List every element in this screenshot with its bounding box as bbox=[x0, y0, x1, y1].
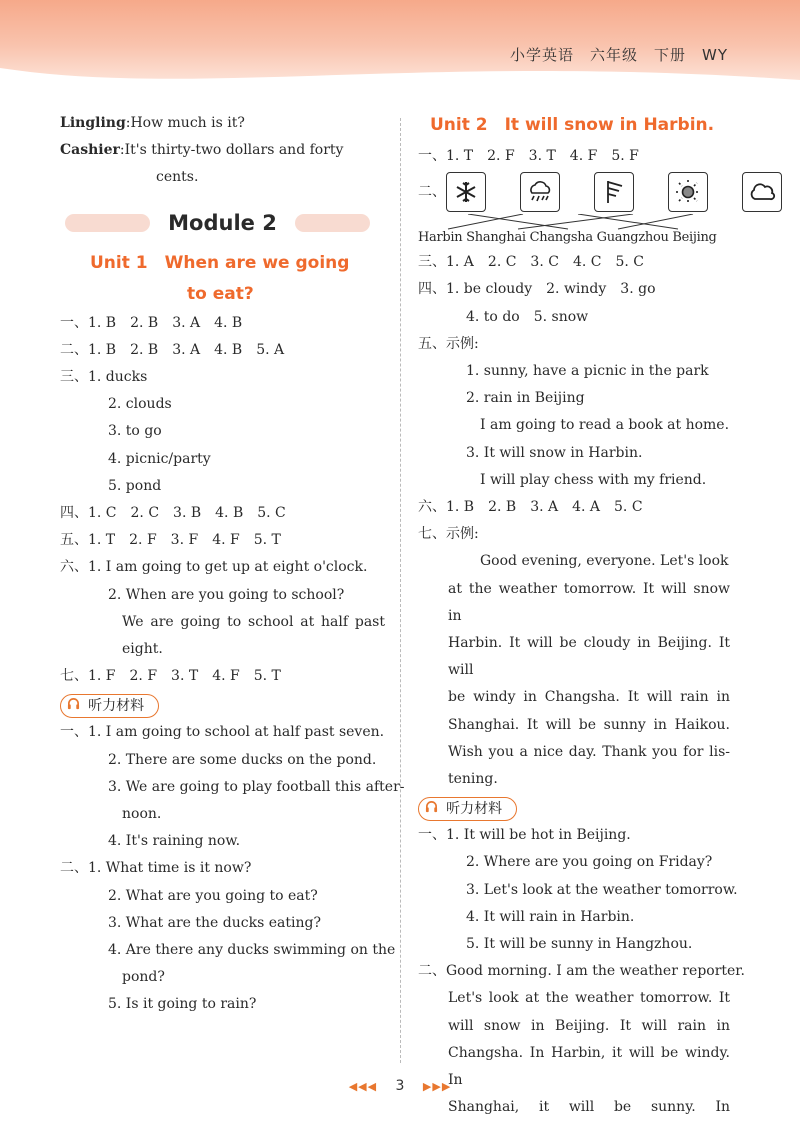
answer-line: 4. picnic/party bbox=[108, 450, 211, 467]
listening-line: noon. bbox=[122, 806, 162, 823]
weather-icons-row bbox=[446, 170, 782, 214]
question-number: 二、 bbox=[418, 183, 446, 200]
answer-line: 2. clouds bbox=[108, 396, 172, 413]
decorative-blur bbox=[295, 214, 370, 232]
listening-line: 5. Is it going to rain? bbox=[108, 996, 257, 1013]
answer-line: 三、1. ducks bbox=[60, 369, 148, 386]
unit-title-cont: to eat? bbox=[187, 283, 254, 304]
answer-line: 二、1. B 2. B 3. A 4. B 5. A bbox=[60, 341, 285, 358]
column-divider bbox=[400, 118, 401, 1063]
listening-line: pond? bbox=[122, 969, 165, 986]
essay-line: at the weather tomorrow. It will snow in bbox=[448, 580, 730, 624]
answer-line: 四、1. C 2. C 3. B 4. B 5. C bbox=[60, 505, 286, 522]
listening-badge bbox=[60, 694, 159, 718]
listening-label: 听力材料 bbox=[88, 698, 145, 715]
answer-line: 四、1. be cloudy 2. windy 3. go bbox=[418, 281, 656, 298]
answer-line: 3. It will snow in Harbin. bbox=[466, 444, 643, 461]
answer-line: 三、1. A 2. C 3. C 4. C 5. C bbox=[418, 254, 644, 271]
weather-matching bbox=[418, 170, 740, 214]
page-number: 3 bbox=[395, 1078, 405, 1094]
essay-line: tening. bbox=[448, 771, 498, 788]
sun-icon bbox=[668, 172, 708, 212]
dialog-line: Cashier:It's thirty-two dollars and forty bbox=[60, 142, 344, 159]
answer-line: 六、1. B 2. B 3. A 4. A 5. C bbox=[418, 499, 643, 516]
answer-line: I am going to read a book at home. bbox=[480, 417, 730, 434]
answer-line: 五、1. T 2. F 3. F 4. F 5. T bbox=[60, 532, 281, 549]
listening-line: Shanghai, it will be sunny. In bbox=[448, 1099, 730, 1116]
prev-arrows-icon: ◀◀◀ bbox=[348, 1080, 378, 1093]
unit-title: Unit 1 When are we going bbox=[90, 252, 350, 273]
listening-line: 二、1. What time is it now? bbox=[60, 860, 252, 877]
answer-line: 五、示例: bbox=[418, 335, 479, 352]
essay-line: be windy in Changsha. It will rain in bbox=[448, 689, 730, 706]
left-column bbox=[60, 110, 405, 1019]
dialog-line: Lingling:How much is it? bbox=[60, 115, 245, 131]
matching-lines bbox=[418, 214, 740, 230]
listening-line: 5. It will be sunny in Hangzhou. bbox=[466, 936, 693, 953]
module-title: Module 2 bbox=[168, 210, 277, 235]
essay-line: Wish you a nice day. Thank you for lis- bbox=[448, 743, 730, 760]
answer-line: 3. to go bbox=[108, 423, 162, 440]
answer-line: 七、示例: bbox=[418, 526, 479, 543]
answer-line: 1. sunny, have a picnic in the park bbox=[466, 363, 709, 380]
unit-title: Unit 2 It will snow in Harbin. bbox=[430, 115, 715, 135]
right-column bbox=[418, 110, 745, 1122]
answer-line: 七、1. F 2. F 3. T 4. F 5. T bbox=[60, 668, 281, 685]
headphones-icon bbox=[425, 802, 442, 817]
listening-line: 2. Where are you going on Friday? bbox=[466, 854, 713, 871]
answer-line: We are going to school at half past bbox=[122, 613, 385, 630]
listening-line: 4. It will rain in Harbin. bbox=[466, 908, 635, 925]
page-footer bbox=[0, 1078, 800, 1094]
listening-line: 二、Good morning. I am the weather reporter. bbox=[418, 963, 745, 980]
listening-line: 2. What are you going to eat? bbox=[108, 887, 318, 904]
city-labels: Harbin Shanghai Changsha Guangzhou Beijing bbox=[418, 230, 717, 246]
answer-line: 2. When are you going to school? bbox=[108, 586, 345, 603]
answer-line: I will play chess with my friend. bbox=[480, 471, 707, 488]
listening-line: Let's look at the weather tomorrow. It bbox=[448, 990, 730, 1007]
snow-icon bbox=[446, 172, 486, 212]
listening-label: 听力材料 bbox=[446, 801, 503, 818]
listening-line: 一、1. I am going to school at half past seven. bbox=[60, 724, 385, 741]
answer-line: 4. to do 5. snow bbox=[466, 308, 589, 325]
listening-line: will snow in Beijing. It will rain in bbox=[448, 1017, 730, 1034]
listening-line: 4. It's raining now. bbox=[108, 833, 241, 850]
wind-icon bbox=[594, 172, 634, 212]
next-arrows-icon: ▶▶▶ bbox=[422, 1080, 452, 1093]
answer-line: 一、1. T 2. F 3. T 4. F 5. F bbox=[418, 148, 639, 164]
listening-line: 3. Let's look at the weather tomorrow. bbox=[466, 881, 738, 898]
answer-line: 一、1. B 2. B 3. A 4. B bbox=[60, 314, 243, 331]
listening-line: 一、1. It will be hot in Beijing. bbox=[418, 827, 631, 844]
listening-badge bbox=[418, 797, 517, 821]
cloud-icon bbox=[742, 172, 782, 212]
header-book-info: 小学英语 六年级 下册 WY bbox=[510, 46, 728, 64]
headphones-icon bbox=[67, 699, 84, 714]
answer-line: 六、1. I am going to get up at eight o'clock. bbox=[60, 559, 368, 576]
answer-line: 5. pond bbox=[108, 477, 162, 494]
listening-line: Changsha. In Harbin, it will be windy. In bbox=[448, 1044, 730, 1089]
listening-line: 3. We are going to play football this after- bbox=[108, 778, 405, 795]
answer-line: 2. rain in Beijing bbox=[466, 390, 585, 407]
listening-line: 4. Are there any ducks swimming on the bbox=[108, 942, 396, 959]
essay-line: Good evening, everyone. Let's look bbox=[480, 553, 729, 570]
answer-line: eight. bbox=[122, 641, 163, 658]
essay-line: Shanghai. It will be sunny in Haikou. bbox=[448, 716, 730, 733]
rain-icon bbox=[520, 172, 560, 212]
module-heading bbox=[60, 198, 385, 248]
decorative-blur bbox=[65, 214, 150, 232]
dialog-continuation: cents. bbox=[156, 169, 199, 186]
essay-line: Harbin. It will be cloudy in Beijing. It will bbox=[448, 635, 730, 679]
listening-line: 2. There are some ducks on the pond. bbox=[108, 751, 377, 768]
listening-line: 3. What are the ducks eating? bbox=[108, 914, 321, 931]
